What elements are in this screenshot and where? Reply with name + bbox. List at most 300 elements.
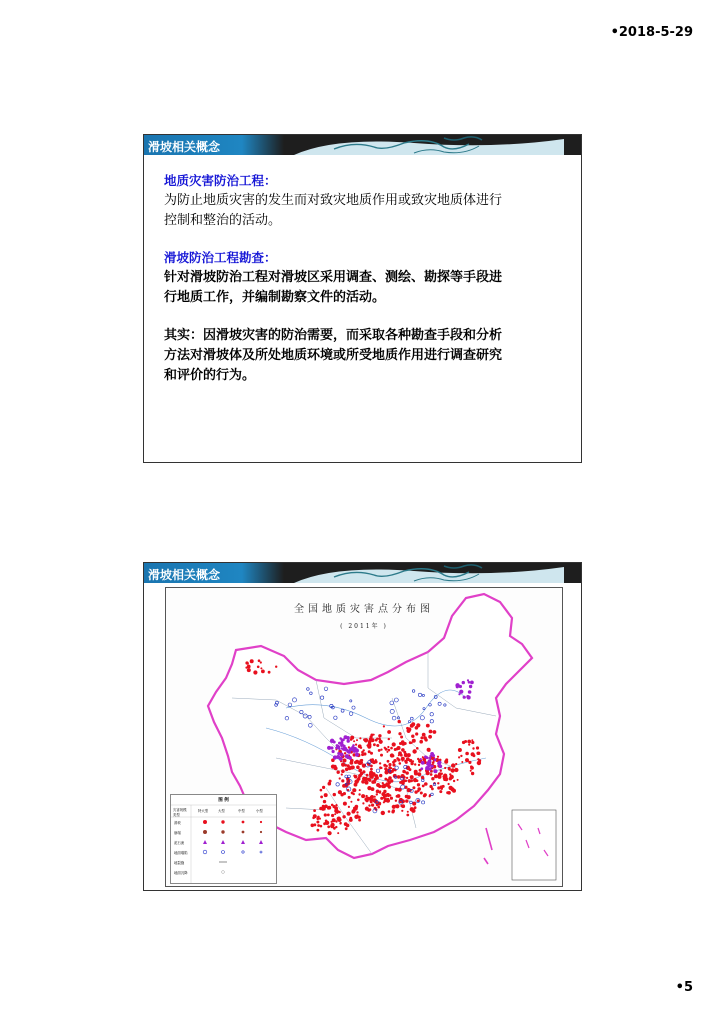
hazard-point xyxy=(395,788,399,792)
hazard-point xyxy=(438,772,442,776)
hazard-point xyxy=(428,735,432,739)
hazard-point xyxy=(424,793,427,796)
hazard-point xyxy=(390,747,393,750)
hazard-point xyxy=(373,743,376,746)
hazard-point xyxy=(343,792,346,795)
hazard-point xyxy=(362,764,366,768)
legend-column: 大型 xyxy=(218,809,225,813)
hazard-point xyxy=(338,748,340,750)
hazard-point xyxy=(429,730,433,734)
hazard-point xyxy=(444,767,446,769)
hazard-point xyxy=(420,736,423,739)
hazard-point xyxy=(392,742,396,746)
hazard-point xyxy=(371,758,374,761)
hazard-point xyxy=(354,783,358,787)
hazard-point xyxy=(332,750,335,753)
hazard-point xyxy=(414,778,416,780)
hazard-point xyxy=(359,737,361,739)
hazard-point xyxy=(348,796,351,799)
hazard-point xyxy=(428,767,432,771)
hazard-point xyxy=(467,740,471,744)
hazard-point xyxy=(327,825,330,828)
hazard-point xyxy=(364,738,368,742)
hazard-point xyxy=(370,768,373,771)
hazard-point xyxy=(335,804,337,806)
slide-header xyxy=(144,135,581,155)
hazard-point xyxy=(429,795,431,797)
hazard-point xyxy=(327,747,329,749)
slide-title: 滑坡相关概念 xyxy=(148,140,221,154)
hazard-point xyxy=(335,820,337,822)
hazard-point xyxy=(411,722,415,726)
hazard-point xyxy=(366,745,368,747)
hazard-point xyxy=(386,799,390,803)
hazard-point xyxy=(415,772,417,774)
hazard-point xyxy=(462,741,465,744)
section-heading: 滑坡防治工程勘查： xyxy=(164,250,277,265)
hazard-point xyxy=(415,732,418,735)
hazard-point xyxy=(343,802,347,806)
text-line: 方法对滑坡体及所处地质环境或所受地质作用进行调查研究 xyxy=(164,348,503,363)
hazard-point xyxy=(260,661,262,663)
hazard-point xyxy=(379,762,381,764)
hazard-point xyxy=(376,744,378,746)
hazard-point xyxy=(371,780,375,784)
hazard-point xyxy=(377,806,380,809)
hazard-point xyxy=(434,774,438,778)
text-line: 控制和整治的活动。 xyxy=(164,213,282,228)
hazard-point xyxy=(405,799,408,802)
hazard-point xyxy=(379,774,382,777)
hazard-point xyxy=(434,769,438,773)
hazard-point xyxy=(398,720,401,723)
legend-title: 图 例 xyxy=(218,798,229,803)
hazard-point xyxy=(459,685,462,688)
hazard-point xyxy=(372,774,375,777)
hazard-point xyxy=(325,820,328,823)
hazard-point xyxy=(463,696,466,699)
hazard-point xyxy=(245,667,247,669)
legend-row-label: 地面沉降 xyxy=(174,871,188,875)
hazard-point xyxy=(342,815,345,818)
hazard-point xyxy=(337,818,341,822)
hazard-point xyxy=(275,666,277,668)
hazard-point xyxy=(401,748,405,752)
hazard-point xyxy=(359,760,363,764)
hazard-point xyxy=(334,813,336,815)
legend-row-label: 崩塌 xyxy=(174,831,181,835)
hazard-point xyxy=(399,762,402,765)
hazard-point xyxy=(339,758,342,761)
hazard-point xyxy=(471,772,474,775)
hazard-point xyxy=(468,690,472,694)
hazard-point xyxy=(333,805,336,808)
hazard-point xyxy=(388,738,390,740)
hazard-point xyxy=(409,759,412,762)
hazard-point xyxy=(341,779,344,782)
hazard-point xyxy=(394,769,396,771)
hazard-point xyxy=(407,727,411,731)
hazard-point xyxy=(317,829,320,832)
hazard-point xyxy=(349,756,351,758)
hazard-point xyxy=(383,790,386,793)
hazard-point xyxy=(472,747,474,749)
hazard-point xyxy=(477,758,479,760)
hazard-point xyxy=(420,767,423,770)
hazard-point xyxy=(316,817,319,820)
hazard-point xyxy=(420,758,422,760)
hazard-point xyxy=(429,755,431,757)
hazard-point xyxy=(378,785,381,788)
hazard-point xyxy=(416,747,419,750)
hazard-point xyxy=(338,811,340,813)
hazard-point xyxy=(397,758,400,761)
hazard-point xyxy=(440,770,442,772)
hazard-point xyxy=(386,765,388,767)
hazard-point xyxy=(388,763,391,766)
hazard-point xyxy=(415,726,419,730)
hazard-point xyxy=(392,763,395,766)
section-heading: 地质灾害防治工程： xyxy=(164,173,277,188)
hazard-point xyxy=(250,659,254,663)
hazard-point xyxy=(439,790,442,793)
hazard-point xyxy=(470,681,474,685)
globe-decoration-icon xyxy=(294,135,564,155)
hazard-point xyxy=(448,783,450,785)
hazard-point xyxy=(375,739,378,742)
hazard-point xyxy=(342,747,346,751)
hazard-point xyxy=(417,772,421,776)
hazard-point xyxy=(412,749,416,753)
hazard-point xyxy=(334,809,338,813)
hazard-point xyxy=(343,759,346,762)
hazard-point xyxy=(345,754,349,758)
hazard-point xyxy=(382,782,384,784)
hazard-point xyxy=(401,799,405,803)
hazard-point xyxy=(387,760,390,763)
text-line: 行地质工作，并编制勘察文件的活动。 xyxy=(164,290,386,305)
text-line: 为防止地质灾害的发生而对致灾地质作用或致灾地质体进行 xyxy=(164,193,503,208)
hazard-point xyxy=(459,690,463,694)
hazard-point xyxy=(352,788,356,792)
hazard-point xyxy=(437,756,439,758)
legend-row-label: 泥石流 xyxy=(174,841,185,845)
hazard-point xyxy=(353,793,355,795)
hazard-point xyxy=(453,780,455,782)
legend-row-label: 滑坡 xyxy=(174,821,181,825)
hazard-point xyxy=(357,799,360,802)
hazard-point xyxy=(347,739,350,742)
hazard-point xyxy=(385,783,388,786)
hazard-point xyxy=(409,741,412,744)
hazard-point xyxy=(396,795,399,798)
hazard-point xyxy=(426,762,428,764)
hazard-point xyxy=(372,799,375,802)
hazard-point xyxy=(355,748,359,752)
hazard-point xyxy=(351,810,355,814)
hazard-point xyxy=(375,759,377,761)
hazard-point xyxy=(358,744,362,748)
legend-column: 小型 xyxy=(256,809,263,813)
hazard-point xyxy=(421,761,425,765)
hazard-point xyxy=(361,794,365,798)
text-line: 针对滑坡防治工程对滑坡区采用调查、测绘、勘探等手段进 xyxy=(164,270,503,285)
hazard-point xyxy=(366,774,369,777)
hazard-point xyxy=(381,811,385,815)
hazard-point xyxy=(398,732,401,735)
hazard-point xyxy=(433,730,437,734)
hazard-point xyxy=(328,831,332,835)
hazard-point xyxy=(379,792,381,794)
hazard-point xyxy=(477,752,480,755)
hazard-point xyxy=(313,809,316,812)
hazard-point xyxy=(368,804,370,806)
hazard-point xyxy=(329,780,332,783)
hazard-point xyxy=(346,824,350,828)
hazard-point xyxy=(341,745,343,747)
hazard-point xyxy=(341,755,343,757)
hazard-point xyxy=(380,797,383,800)
hazard-point xyxy=(426,771,430,775)
hazard-point xyxy=(386,751,388,753)
hazard-point xyxy=(358,793,360,795)
hazard-point xyxy=(449,777,452,780)
hazard-point xyxy=(423,736,427,740)
hazard-point xyxy=(375,776,379,780)
hazard-point xyxy=(333,793,336,796)
hazard-point xyxy=(468,761,471,764)
hazard-point xyxy=(401,810,403,812)
hazard-point xyxy=(440,785,444,789)
hazard-point xyxy=(371,738,375,742)
hazard-point xyxy=(348,750,351,753)
hazard-point xyxy=(383,801,385,803)
legend-row-label: 地面塌陷 xyxy=(174,851,188,855)
hazard-point xyxy=(389,794,391,796)
hazard-point xyxy=(356,811,358,813)
hazard-point xyxy=(370,752,373,755)
hazard-point xyxy=(448,767,451,770)
hazard-point xyxy=(422,733,426,737)
hazard-point xyxy=(406,777,408,779)
hazard-point xyxy=(324,793,328,797)
hazard-point xyxy=(341,763,345,767)
hazard-point xyxy=(451,763,455,767)
hazard-point xyxy=(362,802,364,804)
hazard-point xyxy=(341,773,343,775)
hazard-point xyxy=(458,748,462,752)
hazard-point xyxy=(388,810,391,813)
hazard-point xyxy=(465,752,469,756)
legend-column: 中型 xyxy=(238,809,245,813)
hazard-point xyxy=(391,810,394,813)
hazard-point xyxy=(353,807,356,810)
hazard-point xyxy=(361,773,363,775)
hazard-point xyxy=(261,670,265,674)
hazard-point xyxy=(384,778,387,781)
page-number: •5 xyxy=(675,980,693,995)
hazard-point xyxy=(465,758,469,762)
hazard-point xyxy=(399,781,402,784)
hazard-point xyxy=(344,752,346,754)
hazard-point xyxy=(424,782,428,786)
hazard-point xyxy=(388,785,391,788)
hazard-point xyxy=(370,765,373,768)
hazard-point xyxy=(320,796,323,799)
hazard-point xyxy=(358,819,361,822)
hazard-point xyxy=(429,757,431,759)
hazard-point xyxy=(419,740,423,744)
hazard-point xyxy=(322,786,325,789)
hazard-point xyxy=(400,736,403,739)
hazard-point xyxy=(417,799,420,802)
hazard-point xyxy=(412,802,416,806)
hazard-point xyxy=(317,824,320,827)
map-year: ( 2011年 ) xyxy=(340,623,388,630)
hazard-point xyxy=(340,822,342,824)
hazard-point xyxy=(467,679,469,681)
hazard-point xyxy=(378,802,380,804)
hazard-point xyxy=(462,681,465,684)
hazard-point xyxy=(418,764,420,766)
hazard-point xyxy=(352,744,355,747)
hazard-point xyxy=(378,749,381,752)
hazard-point xyxy=(358,777,360,779)
page-date: •2018-5-29 xyxy=(610,25,693,40)
hazard-map xyxy=(165,587,563,887)
hazard-point xyxy=(339,777,341,779)
hazard-point xyxy=(247,668,251,672)
hazard-point xyxy=(335,826,337,828)
hazard-point xyxy=(355,744,357,746)
hazard-point xyxy=(412,809,415,812)
hazard-point xyxy=(331,821,333,823)
hazard-point xyxy=(355,753,359,757)
hazard-point xyxy=(338,790,342,794)
hazard-point xyxy=(388,749,391,752)
hazard-point xyxy=(383,725,385,727)
map-title: 全国地质灾害点分布图 xyxy=(294,604,434,615)
hazard-point xyxy=(373,734,375,736)
hazard-point xyxy=(408,768,411,771)
hazard-point xyxy=(334,767,338,771)
hazard-point xyxy=(422,785,425,788)
hazard-point xyxy=(478,762,481,765)
hazard-point xyxy=(476,746,479,749)
legend-column: 特大型 xyxy=(198,809,209,813)
hazard-point xyxy=(452,789,456,793)
map-legend xyxy=(170,794,277,884)
hazard-point xyxy=(401,804,405,808)
hazard-point xyxy=(461,761,463,763)
hazard-point xyxy=(378,734,381,737)
hazard-point xyxy=(407,795,411,799)
hazard-point xyxy=(334,765,336,767)
text-line: 其实：因滑坡灾害的防治需要，而采取各种勘查手段和分析 xyxy=(164,328,503,343)
hazard-point xyxy=(458,756,460,758)
hazard-point xyxy=(454,768,458,772)
hazard-point xyxy=(345,827,348,830)
hazard-point xyxy=(330,824,334,828)
hazard-point xyxy=(320,825,323,828)
hazard-point xyxy=(401,740,405,744)
hazard-point xyxy=(353,740,355,742)
hazard-point xyxy=(350,761,354,765)
hazard-point xyxy=(366,807,369,810)
hazard-point xyxy=(347,812,351,816)
hazard-point xyxy=(337,771,340,774)
hazard-point xyxy=(398,751,402,755)
hazard-point xyxy=(365,795,367,797)
hazard-point xyxy=(341,769,345,773)
hazard-point xyxy=(393,759,396,762)
hazard-point xyxy=(359,789,361,791)
hazard-point xyxy=(350,736,354,740)
hazard-point xyxy=(364,797,368,801)
hazard-point xyxy=(356,765,360,769)
hazard-point xyxy=(363,749,365,751)
hazard-point xyxy=(420,792,423,795)
slide-header xyxy=(144,563,581,583)
hazard-point xyxy=(410,762,413,765)
hazard-point xyxy=(395,800,397,802)
hazard-point xyxy=(412,786,415,789)
slide-1 xyxy=(143,134,582,463)
hazard-point xyxy=(432,754,435,757)
hazard-point xyxy=(384,794,387,797)
hazard-point xyxy=(460,755,462,757)
hazard-point xyxy=(337,832,339,834)
legend-header: 灾害规模 类型 xyxy=(173,808,187,817)
hazard-point xyxy=(324,813,327,816)
hazard-point xyxy=(401,759,403,761)
hazard-point xyxy=(438,761,442,765)
hazard-point xyxy=(350,801,352,803)
globe-decoration-icon xyxy=(294,563,564,583)
hazard-point xyxy=(408,779,412,783)
hazard-point xyxy=(473,754,476,757)
hazard-point xyxy=(348,766,352,770)
hazard-point xyxy=(333,741,336,744)
hazard-point xyxy=(354,761,357,764)
hazard-point xyxy=(427,749,430,752)
hazard-point xyxy=(374,796,376,798)
hazard-point xyxy=(322,808,325,811)
hazard-point xyxy=(323,822,326,825)
hazard-point xyxy=(246,662,249,665)
hazard-point xyxy=(368,787,371,790)
hazard-point xyxy=(358,816,361,819)
hazard-point xyxy=(444,760,448,764)
hazard-point xyxy=(425,756,428,759)
hazard-point xyxy=(323,800,326,803)
hazard-point xyxy=(405,761,408,764)
hazard-point xyxy=(406,814,409,817)
hazard-point xyxy=(417,790,420,793)
hazard-point xyxy=(361,780,365,784)
hazard-point xyxy=(258,659,261,662)
hazard-point xyxy=(411,735,414,738)
hazard-point xyxy=(470,770,472,772)
hazard-point xyxy=(311,824,315,828)
hazard-point xyxy=(316,821,319,824)
hazard-point xyxy=(342,738,345,741)
hazard-point xyxy=(384,747,386,749)
hazard-point xyxy=(390,753,394,757)
hazard-point xyxy=(327,807,330,810)
hazard-point xyxy=(397,746,401,750)
hazard-point xyxy=(430,773,433,776)
